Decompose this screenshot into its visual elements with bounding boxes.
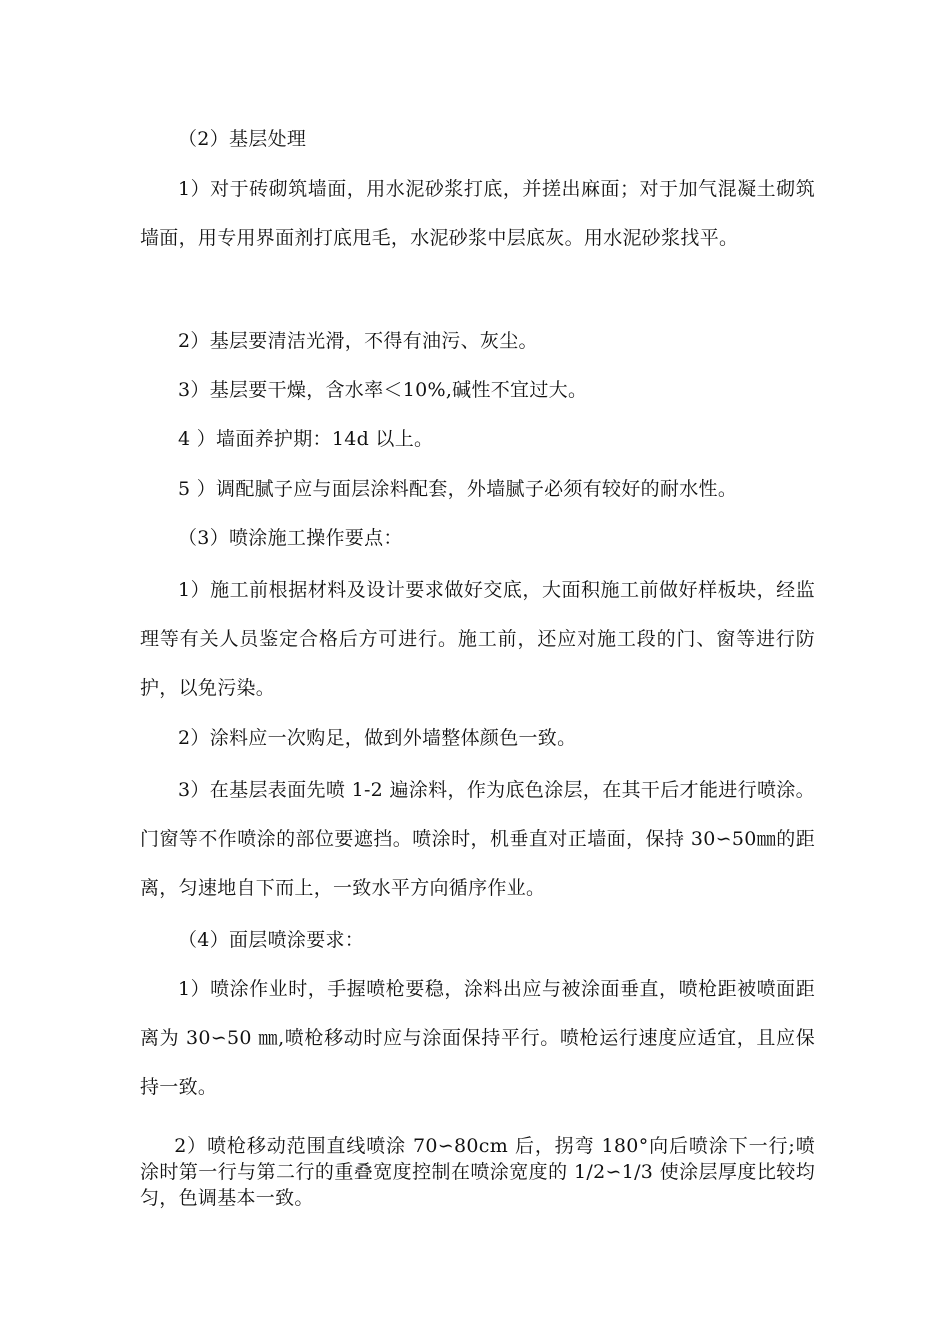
paragraph-base-item-5: 5 ）调配腻子应与面层涂料配套，外墙腻子必须有较好的耐水性。 [178,478,738,500]
paragraph-base-item-1: 1）对于砖砌筑墙面，用水泥砂浆打底，并搓出麻面；对于加气混凝土砌筑墙面，用专用界面剂打底甩毛，水泥砂浆中层底灰。用水泥砂浆找平。 [140,178,815,249]
paragraph-base-item-2: 2）基层要清洁光滑，不得有油污、灰尘。 [178,330,538,352]
section-heading-spray-points: （3）喷涂施工操作要点： [178,527,403,549]
paragraph-spray-item-1: 1）施工前根据材料及设计要求做好交底，大面积施工前做好样板块，经监理等有关人员鉴定合格后方可进行。施工前，还应对施工段的门、窗等进行防护，以免污染。 [140,579,815,699]
paragraph-spray-item-2: 2）涂料应一次购足，做到外墙整体颜色一致。 [178,727,577,749]
paragraph-base-item-4: 4 ）墙面养护期：14d 以上。 [178,428,434,450]
paragraph-spray-item-3: 3）在基层表面先喷 1-2 遍涂料，作为底色涂层，在其干后才能进行喷涂。门窗等不作喷涂的部位要遮挡。喷涂时，机垂直对正墙面，保持 30∽50㎜的距离，匀速地自下而上，一致水平方向循序作业。 [140,779,815,899]
section-heading-base-treatment: （2）基层处理 [178,128,307,150]
paragraph-surface-item-2: 2）喷枪移动范围直线喷涂 70∽80cm 后，拐弯 180°向后喷涂下一行;喷涂时第一行与第二行的重叠宽度控制在喷涂宽度的 1/2∽1/3 使涂层厚度比较均匀，色调基本一致。 [140,1135,815,1209]
paragraph-surface-item-1: 1）喷涂作业时，手握喷枪要稳，涂料出应与被涂面垂直，喷枪距被喷面距离为 30∽50 ㎜,喷枪移动时应与涂面保持平行。喷枪运行速度应适宜，且应保持一致。 [140,978,815,1098]
paragraph-base-item-3: 3）基层要干燥，含水率＜10%,碱性不宜过大。 [178,379,588,401]
section-heading-surface-spray: （4）面层喷涂要求： [178,929,365,951]
